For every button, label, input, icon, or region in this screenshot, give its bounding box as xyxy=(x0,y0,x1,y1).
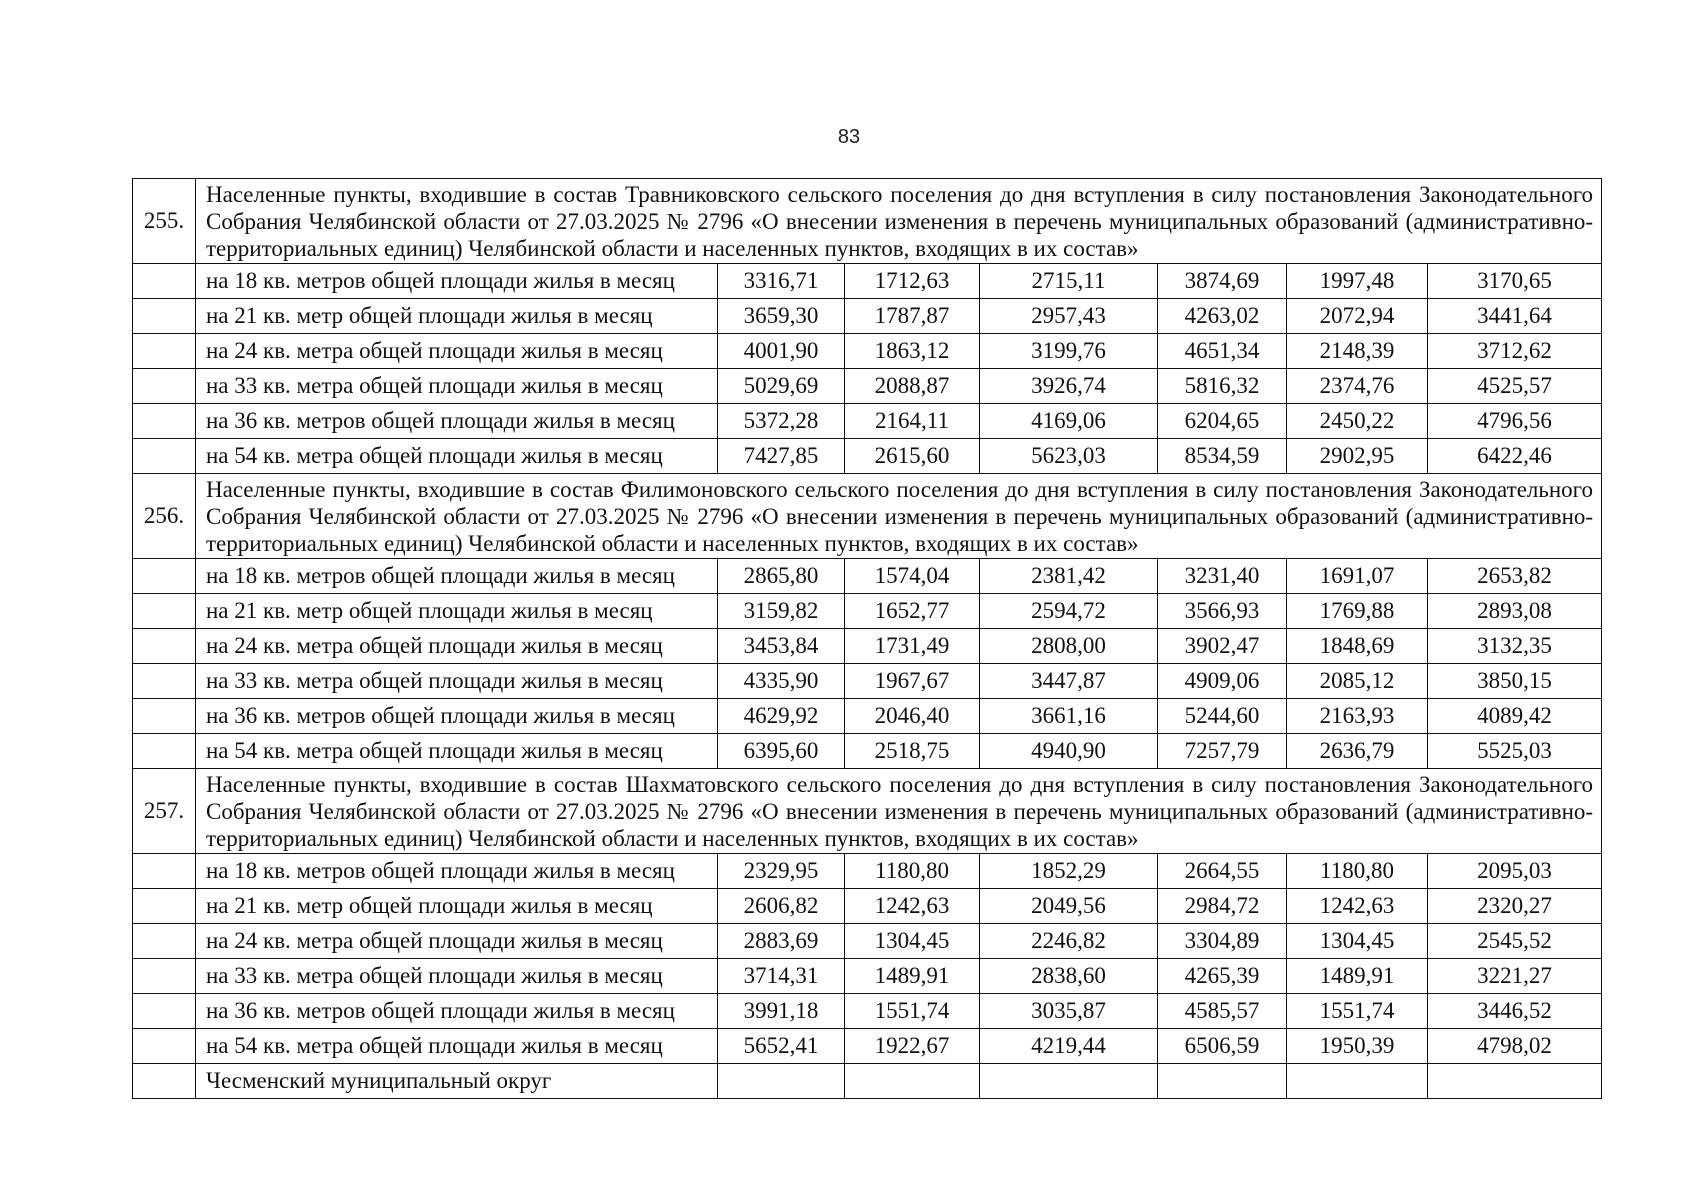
value-cell xyxy=(1287,1064,1428,1099)
value-cell: 2838,60 xyxy=(980,959,1158,994)
value-cell: 5652,41 xyxy=(718,1029,845,1064)
table-row xyxy=(133,334,1602,369)
value-cell: 4629,92 xyxy=(718,699,845,734)
value-cell: 1304,45 xyxy=(845,924,980,959)
row-number-cell xyxy=(133,1064,196,1099)
value-cell: 2164,11 xyxy=(845,404,980,439)
table-row xyxy=(133,629,1602,664)
value-cell: 1997,48 xyxy=(1287,264,1428,299)
value-cell xyxy=(718,1064,845,1099)
value-cell: 2615,60 xyxy=(845,439,980,474)
table-row xyxy=(133,854,1602,889)
table-row xyxy=(133,664,1602,699)
value-cell: 6506,59 xyxy=(1158,1029,1287,1064)
table-row xyxy=(133,264,1602,299)
table-row xyxy=(133,1029,1602,1064)
value-cell: 2883,69 xyxy=(718,924,845,959)
value-cell: 6422,46 xyxy=(1428,439,1602,474)
value-cell: 3659,30 xyxy=(718,299,845,334)
section-header-row xyxy=(133,474,1602,559)
row-label: на 54 кв. метра общей площади жилья в месяц xyxy=(196,1029,718,1064)
value-cell: 2594,72 xyxy=(980,594,1158,629)
value-cell: 3850,15 xyxy=(1428,664,1602,699)
value-cell: 6395,60 xyxy=(718,734,845,769)
row-label: на 24 кв. метра общей площади жилья в месяц xyxy=(196,629,718,664)
value-cell: 1551,74 xyxy=(1287,994,1428,1029)
row-label: на 18 кв. метров общей площади жилья в месяц xyxy=(196,854,718,889)
table-row xyxy=(133,699,1602,734)
value-cell: 3446,52 xyxy=(1428,994,1602,1029)
value-cell: 2606,82 xyxy=(718,889,845,924)
row-label: на 36 кв. метров общей площади жилья в месяц xyxy=(196,699,718,734)
value-cell: 2320,27 xyxy=(1428,889,1602,924)
value-cell: 2902,95 xyxy=(1287,439,1428,474)
value-cell: 6204,65 xyxy=(1158,404,1287,439)
value-cell: 4335,90 xyxy=(718,664,845,699)
row-number-cell xyxy=(133,439,196,474)
value-cell: 5029,69 xyxy=(718,369,845,404)
table-row xyxy=(133,994,1602,1029)
tariff-table xyxy=(132,178,1602,1099)
row-label: на 21 кв. метр общей площади жилья в месяц xyxy=(196,889,718,924)
value-cell: 1787,87 xyxy=(845,299,980,334)
value-cell: 1848,69 xyxy=(1287,629,1428,664)
value-cell: 4525,57 xyxy=(1428,369,1602,404)
row-number-cell xyxy=(133,629,196,664)
value-cell: 3991,18 xyxy=(718,994,845,1029)
value-cell: 8534,59 xyxy=(1158,439,1287,474)
value-cell: 2148,39 xyxy=(1287,334,1428,369)
value-cell: 1180,80 xyxy=(1287,854,1428,889)
value-cell: 1652,77 xyxy=(845,594,980,629)
row-label: на 36 кв. метров общей площади жилья в месяц xyxy=(196,994,718,1029)
value-cell: 4796,56 xyxy=(1428,404,1602,439)
value-cell: 2046,40 xyxy=(845,699,980,734)
value-cell xyxy=(845,1064,980,1099)
row-number-cell xyxy=(133,299,196,334)
value-cell: 5372,28 xyxy=(718,404,845,439)
value-cell: 1863,12 xyxy=(845,334,980,369)
value-cell: 3159,82 xyxy=(718,594,845,629)
row-number-cell xyxy=(133,1029,196,1064)
value-cell: 3714,31 xyxy=(718,959,845,994)
value-cell: 2095,03 xyxy=(1428,854,1602,889)
row-label: на 24 кв. метра общей площади жилья в месяц xyxy=(196,334,718,369)
value-cell: 2374,76 xyxy=(1287,369,1428,404)
section-header-row xyxy=(133,179,1602,264)
row-number-cell xyxy=(133,699,196,734)
table-row xyxy=(133,959,1602,994)
value-cell: 2085,12 xyxy=(1287,664,1428,699)
row-number-cell xyxy=(133,559,196,594)
section-number: 256. xyxy=(133,474,196,559)
value-cell: 3661,16 xyxy=(980,699,1158,734)
row-label: на 36 кв. метров общей площади жилья в месяц xyxy=(196,404,718,439)
row-number-cell xyxy=(133,854,196,889)
row-number-cell xyxy=(133,959,196,994)
row-label: на 54 кв. метра общей площади жилья в месяц xyxy=(196,734,718,769)
value-cell xyxy=(1158,1064,1287,1099)
value-cell: 3902,47 xyxy=(1158,629,1287,664)
value-cell: 4001,90 xyxy=(718,334,845,369)
value-cell: 4169,06 xyxy=(980,404,1158,439)
value-cell: 2518,75 xyxy=(845,734,980,769)
value-cell: 3441,64 xyxy=(1428,299,1602,334)
value-cell: 4265,39 xyxy=(1158,959,1287,994)
row-label: на 33 кв. метра общей площади жилья в месяц xyxy=(196,369,718,404)
district-row xyxy=(133,1064,1602,1099)
table-row xyxy=(133,299,1602,334)
row-number-cell xyxy=(133,889,196,924)
value-cell: 2984,72 xyxy=(1158,889,1287,924)
value-cell xyxy=(1428,1064,1602,1099)
row-number-cell xyxy=(133,664,196,699)
value-cell: 5244,60 xyxy=(1158,699,1287,734)
value-cell: 3199,76 xyxy=(980,334,1158,369)
value-cell: 2808,00 xyxy=(980,629,1158,664)
value-cell: 3453,84 xyxy=(718,629,845,664)
value-cell: 1574,04 xyxy=(845,559,980,594)
value-cell: 2653,82 xyxy=(1428,559,1602,594)
value-cell: 2088,87 xyxy=(845,369,980,404)
table-row xyxy=(133,369,1602,404)
value-cell: 5525,03 xyxy=(1428,734,1602,769)
row-number-cell xyxy=(133,734,196,769)
value-cell: 2957,43 xyxy=(980,299,1158,334)
table-row xyxy=(133,559,1602,594)
value-cell: 5623,03 xyxy=(980,439,1158,474)
value-cell: 2049,56 xyxy=(980,889,1158,924)
value-cell: 3304,89 xyxy=(1158,924,1287,959)
value-cell: 1489,91 xyxy=(1287,959,1428,994)
value-cell: 2893,08 xyxy=(1428,594,1602,629)
value-cell: 3712,62 xyxy=(1428,334,1602,369)
value-cell: 1180,80 xyxy=(845,854,980,889)
tariff-table-body xyxy=(133,179,1602,1099)
table-row xyxy=(133,734,1602,769)
row-number-cell xyxy=(133,264,196,299)
value-cell: 3566,93 xyxy=(1158,594,1287,629)
row-number-cell xyxy=(133,594,196,629)
table-row xyxy=(133,924,1602,959)
row-label: на 21 кв. метр общей площади жилья в месяц xyxy=(196,299,718,334)
value-cell: 3170,65 xyxy=(1428,264,1602,299)
table-row xyxy=(133,439,1602,474)
row-label: на 33 кв. метра общей площади жилья в месяц xyxy=(196,664,718,699)
section-number: 255. xyxy=(133,179,196,264)
table-row xyxy=(133,594,1602,629)
value-cell: 1852,29 xyxy=(980,854,1158,889)
row-number-cell xyxy=(133,924,196,959)
value-cell: 1691,07 xyxy=(1287,559,1428,594)
value-cell: 4798,02 xyxy=(1428,1029,1602,1064)
row-number-cell xyxy=(133,334,196,369)
value-cell: 1967,67 xyxy=(845,664,980,699)
value-cell: 2865,80 xyxy=(718,559,845,594)
section-description: Населенные пункты, входившие в состав Филимоновского сельского поселения до дня вступления в силу постановления Законодательного Собрания Челябинской области от 27.03.2025 № 2796 «О внесении изменения в перечень муниципальных образований (административно-территориальных единиц) Челябинской области и населенных пунктов, входящих в их состав» xyxy=(196,474,1602,559)
value-cell: 4089,42 xyxy=(1428,699,1602,734)
value-cell: 1731,49 xyxy=(845,629,980,664)
value-cell xyxy=(980,1064,1158,1099)
value-cell: 1922,67 xyxy=(845,1029,980,1064)
row-label: на 18 кв. метров общей площади жилья в месяц xyxy=(196,264,718,299)
value-cell: 2450,22 xyxy=(1287,404,1428,439)
table-row xyxy=(133,404,1602,439)
value-cell: 3035,87 xyxy=(980,994,1158,1029)
value-cell: 3874,69 xyxy=(1158,264,1287,299)
value-cell: 1242,63 xyxy=(1287,889,1428,924)
row-label: на 54 кв. метра общей площади жилья в месяц xyxy=(196,439,718,474)
row-label: на 24 кв. метра общей площади жилья в месяц xyxy=(196,924,718,959)
section-header-row xyxy=(133,769,1602,854)
value-cell: 4909,06 xyxy=(1158,664,1287,699)
value-cell: 1712,63 xyxy=(845,264,980,299)
row-number-cell xyxy=(133,404,196,439)
section-description: Населенные пункты, входившие в состав Шахматовского сельского поселения до дня вступления в силу постановления Законодательного Собрания Челябинской области от 27.03.2025 № 2796 «О внесении изменения в перечень муниципальных образований (административно-территориальных единиц) Челябинской области и населенных пунктов, входящих в их состав» xyxy=(196,769,1602,854)
value-cell: 4219,44 xyxy=(980,1029,1158,1064)
value-cell: 3231,40 xyxy=(1158,559,1287,594)
value-cell: 1489,91 xyxy=(845,959,980,994)
value-cell: 2545,52 xyxy=(1428,924,1602,959)
value-cell: 3926,74 xyxy=(980,369,1158,404)
row-label: на 21 кв. метр общей площади жилья в месяц xyxy=(196,594,718,629)
value-cell: 3316,71 xyxy=(718,264,845,299)
value-cell: 1950,39 xyxy=(1287,1029,1428,1064)
value-cell: 4651,34 xyxy=(1158,334,1287,369)
value-cell: 2636,79 xyxy=(1287,734,1428,769)
district-label: Чесменский муниципальный округ xyxy=(196,1064,718,1099)
value-cell: 4585,57 xyxy=(1158,994,1287,1029)
value-cell: 7257,79 xyxy=(1158,734,1287,769)
table-row xyxy=(133,889,1602,924)
value-cell: 2381,42 xyxy=(980,559,1158,594)
value-cell: 1242,63 xyxy=(845,889,980,924)
value-cell: 4940,90 xyxy=(980,734,1158,769)
value-cell: 3447,87 xyxy=(980,664,1158,699)
value-cell: 2664,55 xyxy=(1158,854,1287,889)
value-cell: 5816,32 xyxy=(1158,369,1287,404)
value-cell: 2163,93 xyxy=(1287,699,1428,734)
page-number: 83 xyxy=(837,126,861,148)
value-cell: 1551,74 xyxy=(845,994,980,1029)
value-cell: 3132,35 xyxy=(1428,629,1602,664)
value-cell: 2329,95 xyxy=(718,854,845,889)
row-number-cell xyxy=(133,369,196,404)
row-label: на 18 кв. метров общей площади жилья в месяц xyxy=(196,559,718,594)
row-number-cell xyxy=(133,994,196,1029)
value-cell: 1304,45 xyxy=(1287,924,1428,959)
row-label: на 33 кв. метра общей площади жилья в месяц xyxy=(196,959,718,994)
section-number: 257. xyxy=(133,769,196,854)
value-cell: 2072,94 xyxy=(1287,299,1428,334)
value-cell: 2715,11 xyxy=(980,264,1158,299)
value-cell: 3221,27 xyxy=(1428,959,1602,994)
value-cell: 4263,02 xyxy=(1158,299,1287,334)
value-cell: 2246,82 xyxy=(980,924,1158,959)
value-cell: 7427,85 xyxy=(718,439,845,474)
value-cell: 1769,88 xyxy=(1287,594,1428,629)
section-description: Населенные пункты, входившие в состав Травниковского сельского поселения до дня вступления в силу постановления Законодательного Собрания Челябинской области от 27.03.2025 № 2796 «О внесении изменения в перечень муниципальных образований (административно-территориальных единиц) Челябинской области и населенных пунктов, входящих в их состав» xyxy=(196,179,1602,264)
